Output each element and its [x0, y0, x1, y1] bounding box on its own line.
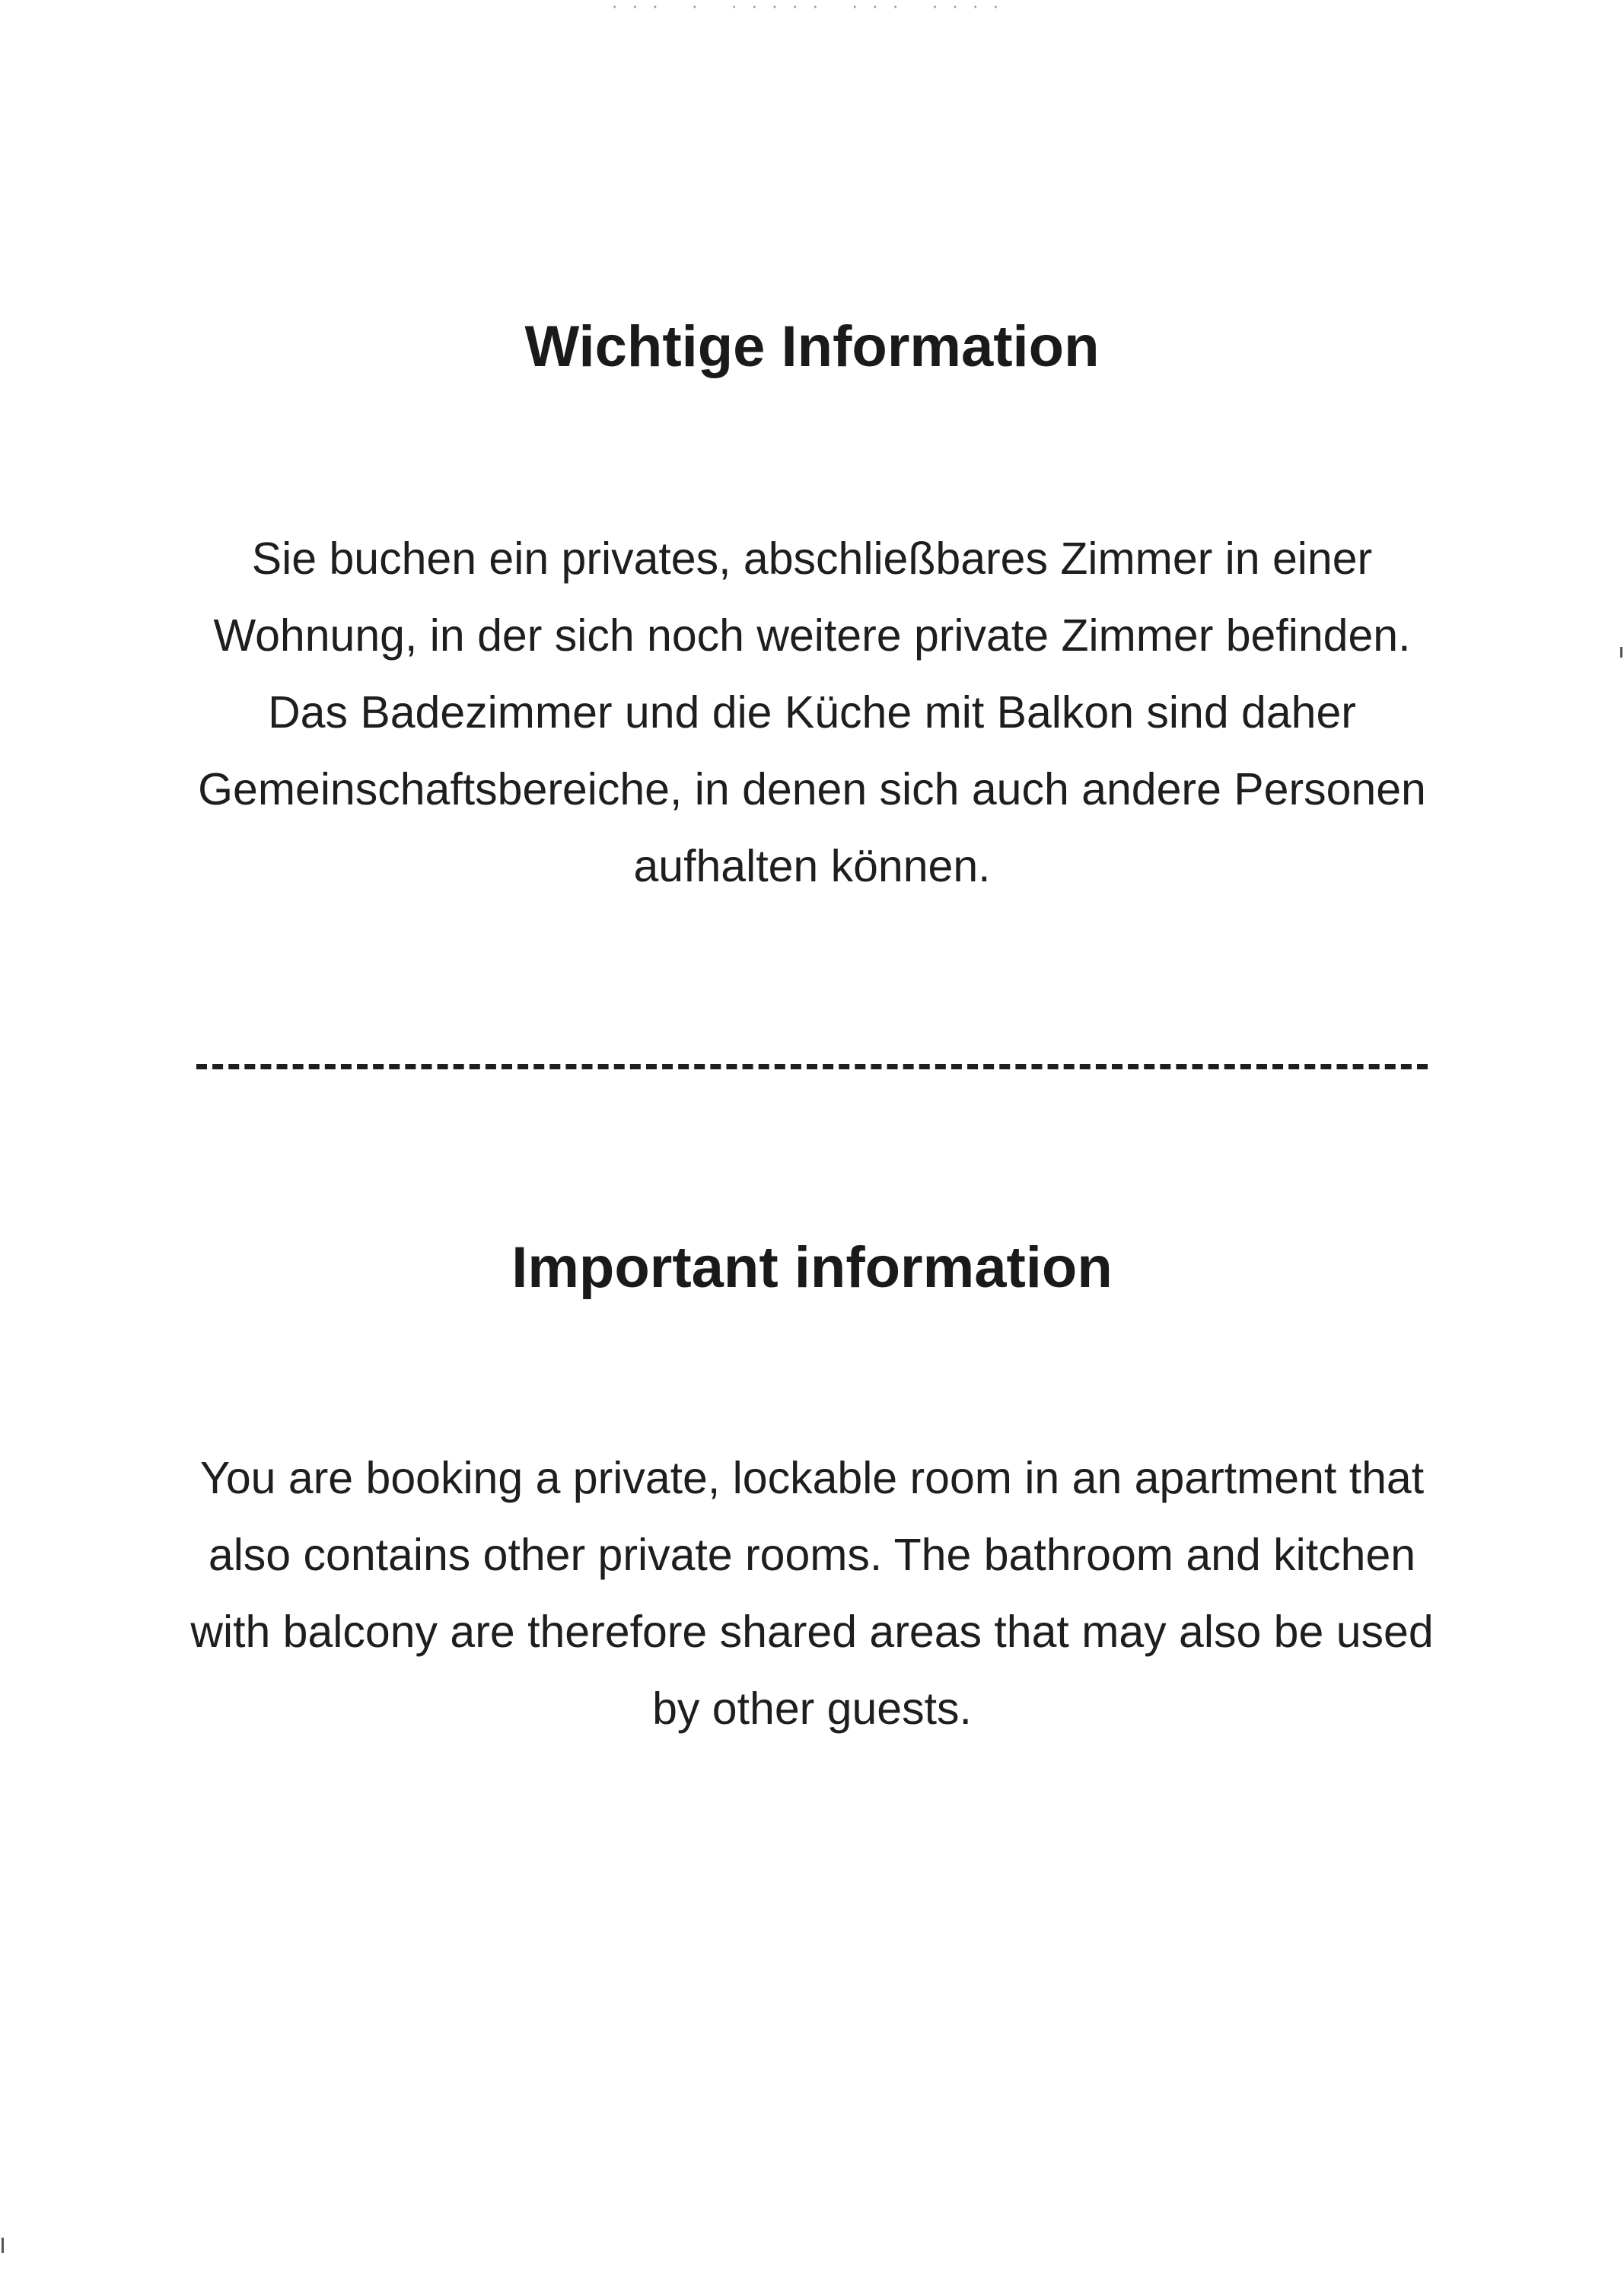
english-paragraph: You are booking a private, lockable room in an apartment that also contains other private rooms. The bathroom and kitchen with balcony are therefore shared areas that may also be used by other guests. — [190, 1453, 1434, 1734]
cut-off-header-text: ··· · ····· ··· ···· — [611, 0, 1013, 17]
german-heading: Wichtige Information — [524, 314, 1100, 379]
english-heading: Important information — [511, 1235, 1113, 1300]
scan-edge-mark — [1620, 647, 1622, 658]
german-paragraph: Sie buchen ein privates, abschließbares Zimmer in einer Wohnung, in der sich noch weitere private Zimmer befinden. Das Badezimmer und die Küche mit Balkon sind daher Gemeinschaftsbereiche, in denen sich auch andere Personen aufhalten können. — [198, 534, 1426, 891]
dashed-divider — [196, 1064, 1428, 1069]
scan-edge-mark — [2, 2238, 4, 2253]
